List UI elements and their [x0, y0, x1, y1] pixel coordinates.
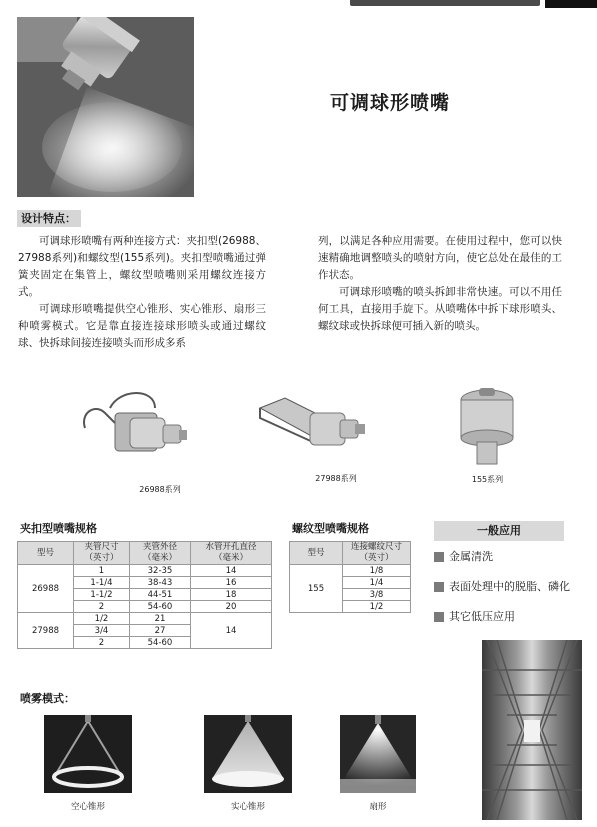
- table-row: 1-1/2 44-51 18: [18, 589, 272, 601]
- general-applications-list: [434, 549, 570, 639]
- flat-fan-image: [340, 715, 416, 793]
- list-item: 表面处理中的脱脂、磷化: [434, 579, 570, 609]
- spray-caption: 实心锥形: [230, 802, 265, 812]
- nozzle-photo: [17, 17, 194, 197]
- spray-patterns-label: 喷雾模式：: [20, 692, 75, 705]
- table-row: 2 54-60 20: [18, 601, 272, 613]
- thread-specs-title: 螺纹型喷嘴规格: [292, 522, 369, 535]
- spray-tunnel-photo: [482, 640, 582, 820]
- spray-caption: 空心锥形: [70, 802, 105, 812]
- header-mark: [545, 0, 597, 8]
- square-bullet-icon: [434, 582, 444, 592]
- design-paragraph: 可调球形喷嘴提供空心锥形、实心锥形、扇形三种喷雾模式。它是靠直接连接球形喷头或通过螺纹球、快拆球间接连接喷头而形成多系: [18, 303, 266, 349]
- table-row: 1/4: [290, 577, 411, 589]
- design-paragraph: 可调球形喷嘴有两种连接方式：夹扣型(26988、27988系列)和螺纹型(155系列)。夹扣型喷嘴通过弹簧夹固定在集管上，螺纹型喷嘴则采用螺纹连接方式。: [18, 235, 266, 298]
- list-item: 其它低压应用: [434, 609, 570, 639]
- table-header: 夹管外径 （毫米）: [130, 542, 191, 565]
- header-bar: [350, 0, 540, 6]
- table-header: 型号: [290, 542, 343, 565]
- table-row: 27988 1/2 21 14: [18, 613, 272, 625]
- design-features-label: 设计特点：: [17, 210, 81, 227]
- design-text-col2: [318, 233, 562, 335]
- table-row: 155 1/8: [290, 565, 411, 577]
- hollow-cone-image: [44, 715, 132, 793]
- design-text-col1: [18, 233, 266, 352]
- table-row: 3/4 27: [18, 625, 272, 637]
- table-row: 1-1/4 38-43 16: [18, 577, 272, 589]
- spray-caption: 扇形: [369, 802, 387, 812]
- table-row: 26988 1 32-35 14: [18, 565, 272, 577]
- table-header: 夹管尺寸 （英寸）: [74, 542, 130, 565]
- table-header: 型号: [18, 542, 74, 565]
- page-title: 可调球形喷嘴: [330, 92, 451, 114]
- clamp-specs-table: [17, 541, 272, 649]
- table-header: 连接螺纹尺寸 （英寸）: [343, 542, 411, 565]
- table-row: 1/2: [290, 601, 411, 613]
- product-155-image: [455, 380, 520, 470]
- product-27988-image: [255, 388, 375, 468]
- thread-specs-table: [289, 541, 411, 613]
- square-bullet-icon: [434, 612, 444, 622]
- general-applications-title: 一般应用: [434, 521, 564, 541]
- clamp-specs-title: 夹扣型喷嘴规格: [20, 522, 97, 535]
- product-26988-image: [75, 383, 195, 473]
- square-bullet-icon: [434, 552, 444, 562]
- table-row: 2 54-60: [18, 637, 272, 649]
- product-caption: 27988系列: [315, 474, 357, 483]
- product-caption: 26988系列: [139, 485, 181, 494]
- design-paragraph: 列，以满足各种应用需要。在使用过程中，您可以快速精确地调整喷头的喷射方向，使它总处在最佳的工作状态。: [318, 235, 562, 281]
- table-row: 3/8: [290, 589, 411, 601]
- full-cone-image: [204, 715, 292, 793]
- product-caption: 155系列: [471, 475, 504, 484]
- design-paragraph: 可调球形喷嘴的喷头拆卸非常快速。可以不用任何工具，直接用手旋下。从喷嘴体中拆下球形喷头、螺纹球或快拆球便可插入新的喷头。: [318, 286, 562, 332]
- table-header: 水管开孔直径 （毫米）: [191, 542, 272, 565]
- list-item: 金属清洗: [434, 549, 570, 579]
